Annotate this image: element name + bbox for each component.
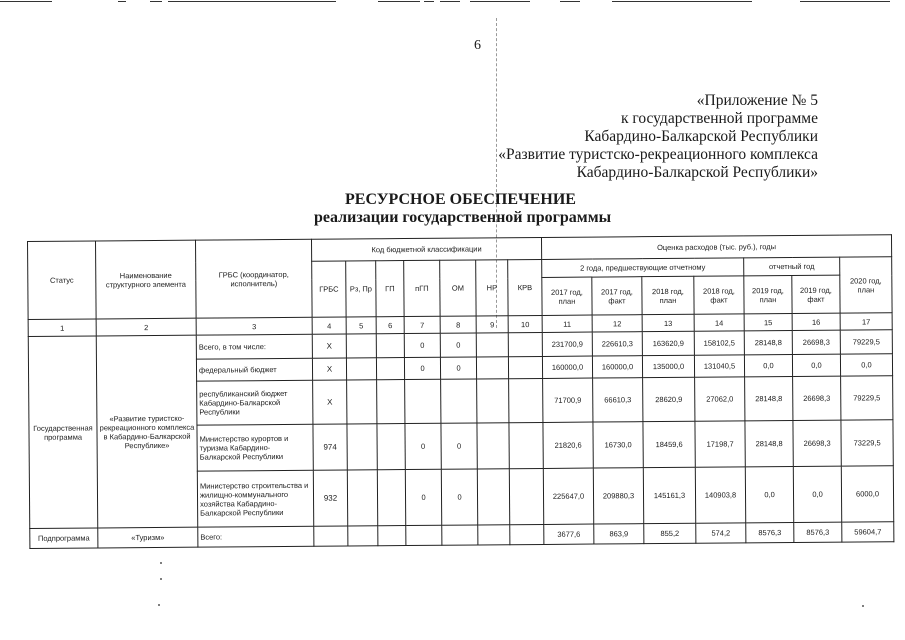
header-kbk-col: КРВ [508, 259, 542, 315]
value-cell: 140903,8 [695, 467, 745, 523]
value-cell: 160000,0 [592, 356, 642, 378]
page-number: 6 [474, 38, 481, 53]
kbk-cell [509, 468, 543, 524]
header-kbk-col: пГП [404, 260, 440, 316]
kbk-cell [477, 423, 509, 469]
value-cell: 226610,3 [592, 332, 642, 356]
resource-table [27, 234, 894, 549]
top-scan-edge [0, 0, 905, 4]
scan-speck [160, 562, 162, 564]
value-cell: 27062,0 [695, 377, 745, 421]
value-cell: 26698,3 [793, 420, 841, 466]
value-cell: 0,0 [793, 466, 841, 522]
header-status: Статус [28, 241, 97, 320]
kbk-cell [346, 334, 376, 358]
grbs-cell: Всего: [198, 526, 314, 547]
kbk-cell: Х [312, 358, 346, 380]
kbk-cell: 0 [441, 423, 477, 469]
kbk-cell: 0 [440, 333, 476, 357]
kbk-cell [314, 526, 348, 546]
header-kbk-col: Рз, Пр [346, 261, 376, 317]
value-cell: 0,0 [840, 354, 892, 376]
col-number: 2 [96, 318, 196, 336]
value-cell: 0,0 [745, 466, 793, 522]
grbs-cell: Всего, в том числе: [196, 334, 312, 359]
value-cell: 8576,3 [794, 522, 842, 542]
kbk-cell [476, 357, 508, 379]
col-number: 16 [792, 313, 840, 330]
header-kbk-col: ОМ [440, 260, 476, 316]
header-costs: Оценка расходов (тыс. руб.), годы [541, 235, 891, 260]
col-number: 8 [440, 316, 476, 333]
value-cell: 28148,8 [745, 376, 793, 420]
col-number: 14 [694, 314, 744, 331]
col-number: 15 [744, 313, 792, 330]
kbk-cell: Х [313, 380, 347, 424]
grbs-cell: Министерство строительства и жилищно-коммунального хозяйства Кабардино-Балкарской Республики [197, 470, 313, 527]
kbk-cell [347, 424, 377, 470]
kbk-cell [442, 525, 478, 545]
col-number: 12 [592, 315, 642, 332]
kbk-cell [376, 334, 404, 358]
kbk-cell [478, 525, 510, 545]
kbk-cell [510, 524, 544, 544]
value-cell: 163620,9 [642, 331, 694, 355]
program-name-cell: «Туризм» [98, 527, 198, 548]
kbk-cell [377, 380, 405, 424]
col-number: 6 [376, 317, 404, 334]
value-cell: 131040,5 [694, 355, 744, 377]
scan-speck [160, 578, 162, 580]
kbk-cell [405, 379, 441, 423]
scan-speck [862, 605, 864, 607]
kbk-cell: 0 [441, 469, 477, 525]
col-number: 1 [28, 319, 96, 337]
kbk-cell: 0 [440, 357, 476, 379]
col-number: 9 [476, 316, 508, 333]
value-cell: 18459,6 [643, 421, 695, 467]
value-cell: 26698,3 [792, 330, 840, 354]
value-cell: 160000,0 [542, 356, 592, 378]
header-kbk: Код бюджетной классификации [311, 237, 541, 261]
col-number: 4 [312, 317, 346, 334]
kbk-cell [477, 379, 509, 423]
value-cell: 79229,5 [840, 330, 892, 354]
kbk-cell [377, 470, 405, 526]
value-cell: 28148,8 [745, 420, 793, 466]
col-number: 17 [840, 313, 892, 330]
col-number: 5 [346, 317, 376, 334]
value-cell: 71700,9 [543, 378, 593, 422]
header-prev-years: 2 года, предшествующие отчетному [542, 258, 744, 278]
kbk-cell [378, 526, 406, 546]
kbk-cell [347, 470, 377, 526]
document-title: РЕСУРСНОЕ ОБЕСПЕЧЕНИЕ [345, 191, 576, 208]
annex-line: «Приложение № 5 [696, 92, 818, 109]
value-cell: 145161,3 [643, 467, 695, 523]
kbk-cell [347, 380, 377, 424]
kbk-cell: Х [312, 334, 346, 358]
grbs-cell: федеральный бюджет [196, 358, 312, 381]
status-cell: Государственная программа [28, 336, 98, 529]
header-kbk-col: ГП [376, 261, 404, 317]
kbk-cell: 0 [404, 357, 440, 379]
kbk-cell: 974 [313, 424, 347, 470]
kbk-cell [376, 358, 404, 380]
value-cell: 17198,7 [695, 421, 745, 467]
header-kbk-col: ГРБС [312, 261, 346, 317]
value-cell: 28620,9 [643, 377, 695, 421]
header-year-col: 2017 год, факт [592, 277, 642, 315]
kbk-cell [508, 356, 542, 378]
value-cell: 21820,6 [543, 422, 593, 468]
kbk-cell [477, 469, 509, 525]
status-cell: Подпрограмма [30, 528, 98, 549]
grbs-cell: республиканский бюджет Кабардино-Балкарской Республики [197, 380, 313, 425]
value-cell: 574,2 [696, 523, 746, 543]
header-year-col: 2018 год, план [642, 276, 694, 314]
header-report-year: отчетный год [744, 257, 840, 276]
program-name-cell: «Развитие туристско-рекреационного комплекса в Кабардино-Балкарской Республике» [96, 335, 198, 528]
kbk-cell [508, 332, 542, 356]
header-2020: 2020 год, план [840, 257, 892, 313]
value-cell: 3677,6 [544, 524, 594, 544]
kbk-cell: 0 [404, 333, 440, 357]
col-number: 7 [404, 316, 440, 333]
value-cell: 0,0 [744, 354, 792, 376]
kbk-cell [406, 525, 442, 545]
header-year-col: 2018 год, факт [694, 276, 744, 314]
annex-line: Кабардино-Балкарской Республики» [576, 164, 818, 181]
kbk-cell [476, 333, 508, 357]
value-cell: 225647,0 [543, 468, 593, 524]
col-number: 10 [508, 315, 542, 332]
annex-line: к государственной программе [620, 110, 818, 127]
value-cell: 231700,9 [542, 332, 592, 356]
header-year-col: 2017 год, план [542, 277, 592, 315]
col-number: 3 [196, 317, 312, 335]
value-cell: 855,2 [644, 523, 696, 543]
value-cell: 209880,3 [593, 468, 643, 524]
kbk-cell: 0 [405, 469, 441, 525]
annex-line: «Развитие туристско-рекреационного комплекса [498, 146, 818, 163]
kbk-cell [348, 526, 378, 546]
kbk-cell [509, 422, 543, 468]
col-number: 13 [642, 314, 694, 331]
value-cell: 16730,0 [593, 422, 643, 468]
annex-heading [498, 92, 818, 182]
value-cell: 59604,7 [842, 522, 894, 542]
value-cell: 0,0 [792, 354, 840, 376]
header-year-col: 2019 год, план [744, 275, 792, 313]
header-grbs: ГРБС (координатор, исполнитель) [195, 239, 312, 318]
col-number: 11 [542, 315, 592, 332]
value-cell: 8576,3 [746, 522, 794, 542]
value-cell: 158102,5 [694, 331, 744, 355]
header-kbk-col: НР [476, 260, 508, 316]
scan-speck [158, 604, 160, 606]
grbs-cell: Министерство курортов и туризма Кабардино-Балкарской Республики [197, 424, 313, 471]
kbk-cell [509, 378, 543, 422]
kbk-cell: 0 [405, 423, 441, 469]
value-cell: 863,9 [594, 524, 644, 544]
annex-line: Кабардино-Балкарской Республики [584, 128, 818, 145]
kbk-cell: 932 [313, 470, 347, 526]
value-cell: 66610,3 [593, 378, 643, 422]
value-cell: 28148,8 [744, 330, 792, 354]
value-cell: 26698,3 [793, 376, 841, 420]
header-year-col: 2019 год, факт [792, 275, 840, 313]
kbk-cell [441, 379, 477, 423]
kbk-cell [346, 358, 376, 380]
value-cell: 6000,0 [841, 466, 893, 522]
value-cell: 79229,5 [841, 376, 893, 420]
header-name: Наименование структурного элемента [96, 240, 197, 319]
value-cell: 135000,0 [642, 355, 694, 377]
value-cell: 73229,5 [841, 420, 893, 466]
kbk-cell [377, 424, 405, 470]
document-subtitle: реализации государственной программы [314, 209, 612, 226]
